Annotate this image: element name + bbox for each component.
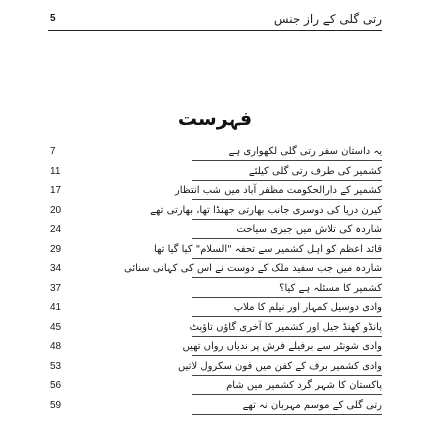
toc-underline (192, 199, 382, 200)
toc-entry (48, 398, 382, 418)
toc-entry-title: وادی شونٹر سے برفیلے فرش پر ندیاں رواں تھیں (182, 341, 382, 352)
toc-heading: فہرست (177, 108, 253, 130)
toc-entry-title: یہ داستان سفر رتی گلی لکھواری ہے (228, 146, 382, 157)
toc-entry-page: 59 (50, 399, 62, 411)
toc-underline (192, 238, 382, 239)
toc-underline (192, 355, 382, 356)
toc-entry (48, 242, 382, 262)
toc-entry-page: 56 (50, 380, 62, 391)
toc-underline (192, 180, 382, 181)
toc-entry-title: شاردہ میں جب سفید ملک کے دوست نے اس کی کہانی سنائی (123, 263, 382, 274)
toc-entry-title: کیرن دریا کی دوسری جانب بھارتی جھنڈا تھا، بھارتی تھے (150, 204, 382, 216)
toc-entry-page: 24 (50, 224, 62, 235)
table-of-contents (48, 144, 382, 417)
toc-entry-page: 7 (50, 146, 56, 157)
toc-entry-page: 48 (50, 341, 62, 352)
toc-entry (48, 222, 382, 242)
toc-entry-page: 45 (50, 321, 62, 333)
toc-entry-title: پانڈو کھنڈ جیل اور کشمیر کا آخری گاؤں تاؤبٹ (189, 321, 382, 333)
toc-entry-title: کشمیر کا مسئلہ ہے کیا؟ (279, 282, 382, 294)
toc-entry (48, 261, 382, 281)
toc-entry-page: 34 (50, 263, 62, 274)
toc-entry-page: 29 (50, 243, 62, 255)
toc-entry (48, 203, 382, 223)
toc-entry-page: 17 (50, 185, 62, 196)
toc-entry (48, 378, 382, 398)
toc-entry-title: شاردہ کی تلاش میں جبری سیاحت (236, 224, 382, 235)
page-number: 5 (50, 13, 56, 24)
toc-entry-title: رتی گلی کے موسم مہربان نہ تھے (242, 399, 382, 411)
toc-entry-title: کشمیر کے دارالحکومت مظفر آباد میں شب انتظار (174, 185, 382, 196)
toc-underline (192, 394, 382, 395)
toc-entry-page: 41 (50, 302, 62, 313)
toc-underline (192, 336, 382, 337)
toc-underline (192, 258, 382, 259)
toc-entry (48, 300, 382, 320)
toc-underline (192, 219, 382, 220)
toc-entry (48, 164, 382, 184)
toc-entry (48, 339, 382, 359)
header-divider (48, 30, 382, 31)
toc-entry (48, 144, 382, 164)
toc-entry (48, 359, 382, 379)
toc-entry-page: 20 (50, 204, 62, 216)
toc-underline (192, 160, 382, 161)
toc-entry-title: قائد اعظم کو اہل کشمیر سے تحفہ "السلام" کیا گیا تھا (154, 243, 382, 255)
toc-entry-page: 37 (50, 282, 62, 294)
toc-entry-title: کشمیر کی طرف رتی گلی کیلئے (248, 165, 382, 177)
toc-underline (192, 414, 382, 415)
toc-underline (192, 375, 382, 376)
toc-underline (192, 297, 382, 298)
toc-entry-title: وادی کشمیر برف کے کفن میں فون سکرول لاتیں (178, 360, 382, 372)
toc-underline (192, 316, 382, 317)
toc-entry-page: 53 (50, 360, 62, 372)
toc-entry (48, 183, 382, 203)
running-header-title: رتی گلی کے راز جنس (273, 12, 382, 26)
toc-entry (48, 281, 382, 301)
toc-entry (48, 320, 382, 340)
toc-entry-title: پاکستان کا شہر گرد کشمیر میں شام (226, 380, 382, 391)
toc-underline (192, 277, 382, 278)
toc-entry-page: 11 (50, 165, 61, 177)
toc-entry-title: وادی دوسیل کمہار اور نیلم کا ملاپ (233, 302, 382, 313)
